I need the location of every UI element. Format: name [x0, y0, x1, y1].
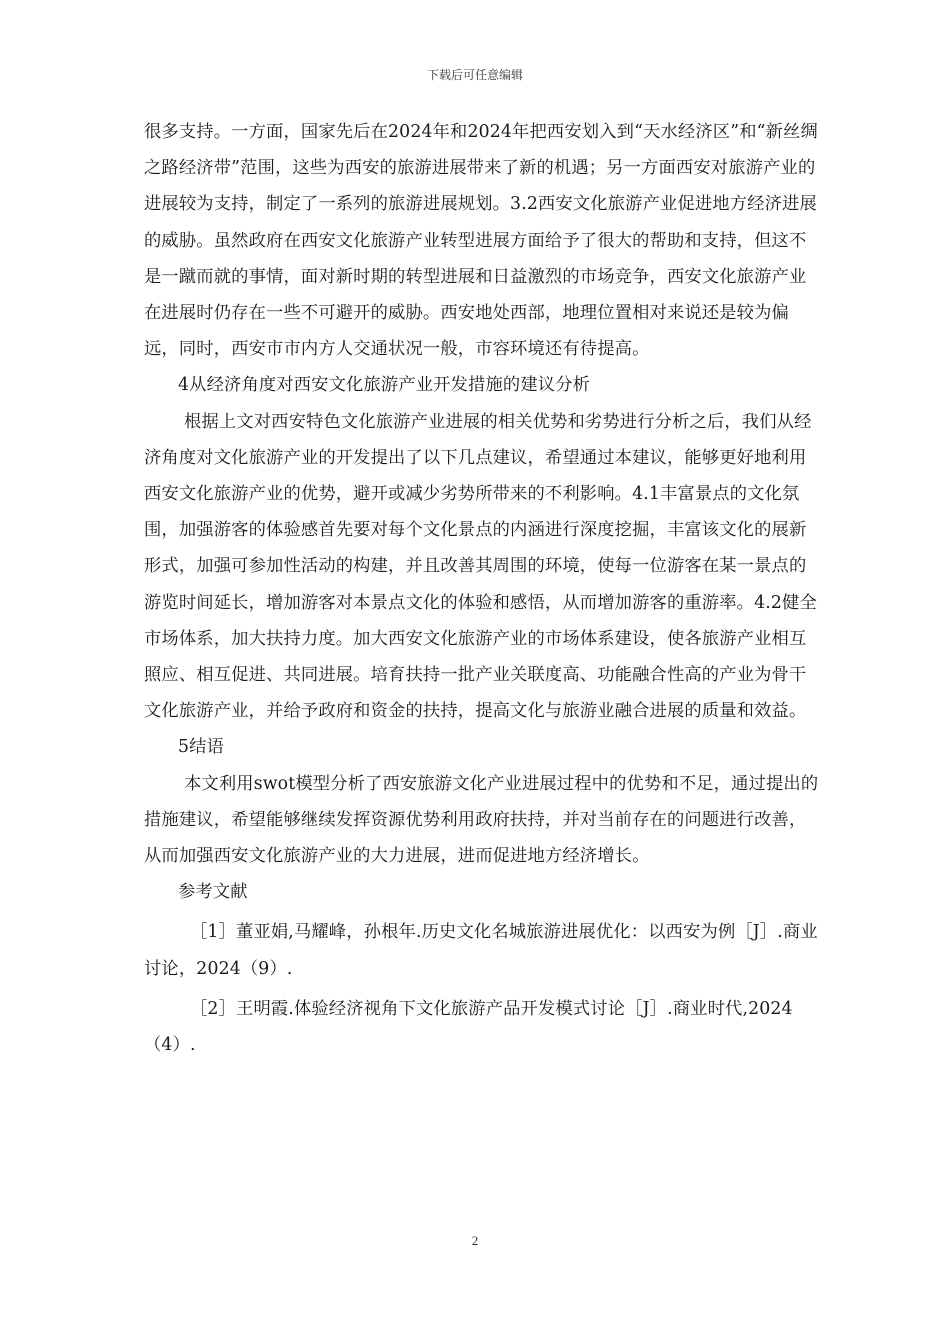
section-heading-5: 5结语	[178, 737, 225, 758]
paragraph-2: 根据上文对西安特色文化旅游产业进展的相关优势和劣势进行分析之后，我们从经济角度对文化旅游产业的开发提出了以下几点建议，希望通过本建议，能够更好地利用西安文化旅游产业的优势，避开或减少劣势所带来的不利影响。4.1丰富景点的文化氛围，加强游客的体验感首先要对每个文化景点的内涵进行深度挖掘，丰富该文化的展新形式，加强可参加性活动的构建，并且改善其周围的环境，使每一位游客在某一景点的游览时间延长，增加游客对本景点文化的体验和感悟，从而增加游客的重游率。4.2健全市场体系，加大扶持力度。加大西安文化旅游产业的市场体系建设，使各旅游产业相互照应、相互促进、共同进展。培育扶持一批产业关联度高、功能融合性高的产业为骨干文化旅游产业，并给予政府和资金的扶持，提高文化与旅游业融合进展的质量和效益。	[144, 411, 817, 722]
paragraph-1: 很多支持。一方面，国家先后在2024年和2024年把西安划入到“天水经济区”和“新丝绸之路经济带”范围，这些为西安的旅游进展带来了新的机遇；另一方面西安对旅游产业的进展较为支持，制定了一系列的旅游进展规划。3.2西安文化旅游产业促进地方经济进展的威胁。虽然政府在西安文化旅游产业转型进展方面给予了很大的帮助和支持，但这不是一蹴而就的事情，面对新时期的转型进展和日益激烈的市场竞争，西安文化旅游产业在进展时仍存在一些不可避开的威胁。西安地处西部，地理位置相对来说还是较为偏远，同时，西安市市内方人交通状况一般，市容环境还有待提高。	[144, 122, 818, 360]
paragraph-3: 本文利用swot模型分析了西安旅游文化产业进展过程中的优势和不足，通过提出的措施建议，希望能够继续发挥资源优势利用政府扶持，并对当前存在的问题进行改善，从而加强西安文化旅游产业的大力进展，进而促进地方经济增长。	[144, 773, 819, 867]
reference-1: ［1］董亚娟,马耀峰，孙根年.历史文化名城旅游进展优化：以西安为例［J］.商业讨论，2024（9）.	[144, 922, 818, 979]
references-title: 参考文献	[178, 882, 248, 903]
page-header: 下载后可任意编辑	[426, 68, 523, 82]
page-number: 2	[471, 1233, 479, 1248]
section-heading-4: 4从经济角度对西安文化旅游产业开发措施的建议分析	[178, 375, 591, 396]
document-body	[144, 114, 820, 1063]
reference-2: ［2］王明霞.体验经济视角下文化旅游产品开发模式讨论［J］.商业时代,2024（4）.	[144, 998, 793, 1056]
